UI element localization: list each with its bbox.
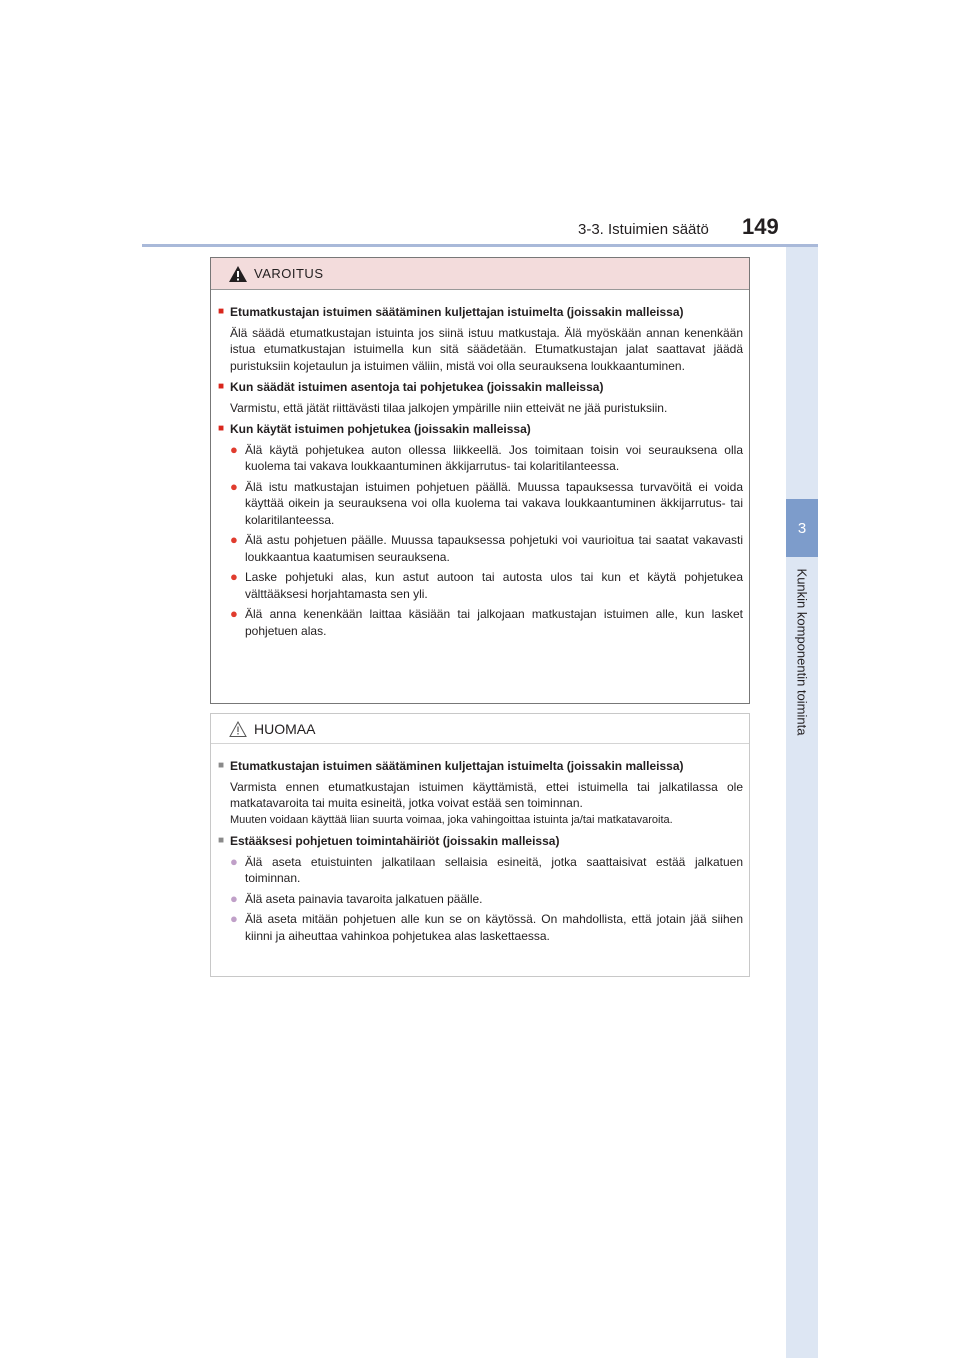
list-item: ● Älä aseta mitään pohjetuen alle kun se on käytössä. On mahdollista, että jotain jää siihen kiinni ja aiheuttaa vahinkoa pohjetukea alas laskettaessa.	[230, 911, 743, 943]
section-heading: ■ Etumatkustajan istuimen säätäminen kuljettajan istuimelta (joissakin malleissa)	[218, 305, 684, 319]
notice-box	[210, 713, 750, 977]
list-item: ● Älä käytä pohjetukea auton ollessa liikkeellä. Jos toimitaan toisin voi seurauksena olla kuolema tai vakava loukkaantuminen äkkijarrutus- tai kolaritilanteessa.	[230, 441, 743, 473]
bullet-icon: ●	[230, 569, 238, 584]
square-marker-icon: ■	[218, 835, 225, 846]
section-text: Varmista ennen etumatkustajan istuimen käyttämistä, ettei istuimella tai jalkatilassa ole matkatavaroita tai muita esineitä, jotka voivat estää sen toiminnan.	[230, 779, 743, 810]
warning-header	[211, 258, 749, 290]
bullet-icon: ●	[230, 890, 238, 906]
square-marker-icon: ■	[218, 381, 225, 392]
bullet-icon: ●	[230, 532, 238, 547]
bullet-icon: ●	[230, 441, 238, 457]
section-heading: ■ Etumatkustajan istuimen säätäminen kuljettajan istuimelta (joissakin malleissa)	[218, 759, 684, 773]
section-heading: ■ Kun käytät istuimen pohjetukea (joissakin malleissa)	[218, 422, 531, 436]
section-text-small: Muuten voidaan käyttää liian suurta voimaa, joka vahingoittaa istuinta ja/tai matkatavaroita.	[230, 813, 673, 826]
bullet-icon: ●	[230, 606, 238, 621]
chapter-label: Kunkin komponentin toiminta	[794, 568, 810, 736]
section-text: Varmistu, että jätät riittävästi tilaa jalkojen ympärille niin etteivät ne jää puristuksiin.	[230, 400, 668, 415]
notice-header	[211, 714, 749, 744]
notice-title: HUOMAA	[254, 720, 316, 737]
square-marker-icon: ■	[218, 306, 225, 317]
section-text: Älä säädä etumatkustajan istuinta jos siinä istuu matkustaja. Älä myöskään annan kenenkään istua etumatkustajan istuimella kun sitä säädetään. Etumatkustajan jalat saattavat jäädä puristuksiin kojetaulun ja istuimen väliin, mistä voi olla seurauksena loukkaantuminen.	[230, 325, 743, 373]
square-marker-icon: ■	[218, 423, 225, 434]
section-heading: ■ Estääksesi pohjetuen toimintahäiriöt (joissakin malleissa)	[218, 834, 560, 848]
side-bar	[786, 247, 818, 1358]
notice-body	[211, 744, 749, 944]
caution-triangle-icon	[229, 721, 247, 737]
header-rule	[142, 244, 818, 247]
bullet-icon: ●	[230, 853, 238, 869]
chapter-tab: 3	[786, 499, 818, 557]
warning-body	[211, 290, 749, 639]
page-number: 149	[742, 214, 779, 239]
section-heading: ■ Kun säädät istuimen asentoja tai pohjetukea (joissakin malleissa)	[218, 380, 604, 394]
list-item: ● Älä istu matkustajan istuimen pohjetuen päällä. Muussa tapauksessa turvavöitä ei voida käyttää oikein ja seurauksena voi olla kuolema tai vakava loukkaantuminen äkkijarrutus- tai kolaritilanteessa.	[230, 478, 743, 527]
warning-triangle-icon	[229, 266, 247, 282]
warning-title: VAROITUS	[254, 266, 324, 281]
square-marker-icon: ■	[218, 760, 225, 771]
header-title: 3-3. Istuimien säätö	[578, 221, 709, 238]
bullet-icon: ●	[230, 478, 238, 494]
list-item: ● Älä aseta etuistuinten jalkatilaan sellaisia esineitä, jotka saattaisivat estää jalkatuen toiminnan.	[230, 853, 743, 885]
warning-box	[210, 257, 750, 704]
list-item: ● Älä aseta painavia tavaroita jalkatuen päälle.	[230, 890, 483, 906]
list-item: ● Älä astu pohjetuen päälle. Muussa tapauksessa pohjetuki voi vaurioitua tai saatat vakavasti loukkaantua kaatumisen seurauksena.	[230, 532, 743, 564]
list-item: ● Älä anna kenenkään laittaa käsiään tai jalkojaan matkustajan istuimen alle, kun lasket pohjetuen alas.	[230, 606, 743, 638]
list-item: ● Laske pohjetuki alas, kun astut autoon tai autosta ulos tai kun et käytä pohjetukea välttääksesi horjahtamasta sen yli.	[230, 569, 743, 601]
bullet-icon: ●	[230, 911, 238, 926]
